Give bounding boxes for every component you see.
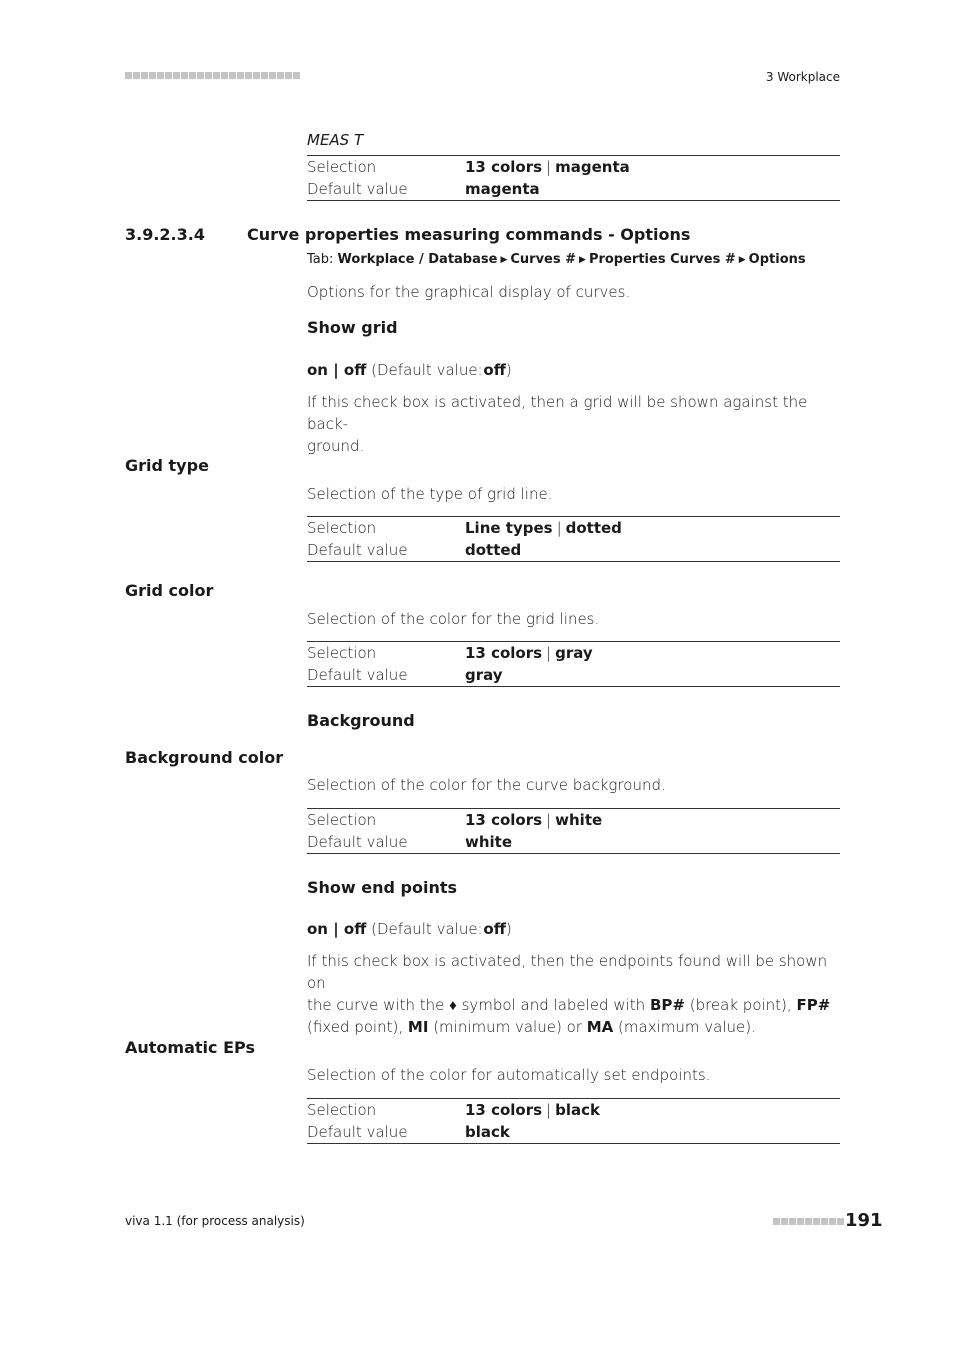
selection-option: black bbox=[555, 1101, 601, 1119]
grid-color-description: Selection of the color for the grid lines. bbox=[307, 610, 600, 628]
selection-set: 13 colors bbox=[465, 1101, 543, 1119]
default-key: Default value bbox=[307, 1123, 408, 1141]
selection-key: Selection bbox=[307, 1101, 377, 1119]
show-end-points-values bbox=[307, 918, 512, 940]
grid-color-param-table bbox=[307, 641, 840, 687]
desc-line: If this check box is activated, then the endpoints found will be shown on bbox=[307, 952, 828, 992]
show-grid-values bbox=[307, 359, 512, 381]
table-row bbox=[307, 1099, 840, 1122]
table-row bbox=[307, 156, 840, 179]
selection-set: 13 colors bbox=[465, 644, 543, 662]
default-value: dotted bbox=[465, 541, 522, 559]
mi-label: MI bbox=[407, 1018, 429, 1036]
selection-key: Selection bbox=[307, 519, 377, 537]
default-value: off bbox=[483, 920, 506, 938]
page-number: 191 bbox=[845, 1210, 883, 1231]
selection-value: 13 colors | magenta bbox=[465, 158, 630, 176]
arrow-right-icon: ▶ bbox=[579, 255, 586, 265]
ma-label: MA bbox=[586, 1018, 614, 1036]
table-row bbox=[307, 178, 840, 201]
desc-line bbox=[307, 1016, 847, 1038]
selection-set: 13 colors bbox=[465, 158, 543, 176]
show-end-points-description bbox=[307, 950, 847, 1038]
chapter-header: 3 Workplace bbox=[765, 70, 840, 84]
selection-option: magenta bbox=[555, 158, 630, 176]
meas-param-table bbox=[307, 155, 840, 201]
default-suffix: ) bbox=[505, 920, 512, 938]
default-prefix: (Default value: bbox=[371, 920, 483, 938]
diamond-icon: ♦ bbox=[449, 996, 457, 1014]
section-intro: Options for the graphical display of curves. bbox=[307, 283, 631, 301]
table-row bbox=[307, 809, 840, 832]
automatic-eps-param-table bbox=[307, 1098, 840, 1144]
tab-path-item: Properties Curves # bbox=[588, 252, 736, 267]
fp-label: FP# bbox=[796, 996, 831, 1014]
selection-value: 13 colors | gray bbox=[465, 644, 593, 662]
selection-option: dotted bbox=[565, 519, 622, 537]
footer-product: viva 1.1 (for process analysis) bbox=[125, 1214, 305, 1228]
desc-text: (maximum value). bbox=[618, 1018, 756, 1036]
grid-type-description: Selection of the type of grid line. bbox=[307, 485, 553, 503]
arrow-right-icon: ▶ bbox=[500, 255, 508, 265]
on-off-values: on | off bbox=[307, 361, 367, 379]
selection-option: white bbox=[555, 811, 603, 829]
bp-label: BP# bbox=[649, 996, 685, 1014]
background-heading: Background bbox=[307, 711, 415, 730]
table-row bbox=[307, 539, 840, 562]
desc-text: (break point), bbox=[689, 996, 792, 1014]
table-row bbox=[307, 664, 840, 687]
desc-text: (fixed point), bbox=[307, 1018, 404, 1036]
grid-color-heading: Grid color bbox=[125, 581, 214, 600]
default-key: Default value bbox=[307, 833, 408, 851]
selection-set: 13 colors bbox=[465, 811, 543, 829]
default-key: Default value bbox=[307, 666, 408, 684]
show-grid-heading: Show grid bbox=[307, 318, 398, 337]
desc-text: symbol and labeled with bbox=[461, 996, 646, 1014]
tab-path bbox=[307, 252, 806, 267]
selection-option: gray bbox=[555, 644, 593, 662]
show-grid-description bbox=[307, 391, 840, 457]
automatic-eps-description: Selection of the color for automatically set endpoints. bbox=[307, 1066, 711, 1084]
background-color-heading: Background color bbox=[125, 748, 284, 767]
tab-path-item: Workplace / Database bbox=[337, 252, 498, 267]
grid-type-param-table bbox=[307, 516, 840, 562]
desc-line: ground. bbox=[307, 437, 365, 455]
selection-key: Selection bbox=[307, 158, 377, 176]
tab-path-item: Curves # bbox=[510, 252, 577, 267]
selection-set: Line types bbox=[465, 519, 553, 537]
default-key: Default value bbox=[307, 180, 408, 198]
default-value: white bbox=[465, 833, 513, 851]
selection-key: Selection bbox=[307, 644, 377, 662]
desc-line: If this check box is activated, then a grid will be shown against the back- bbox=[307, 393, 808, 433]
selection-value: 13 colors | black bbox=[465, 1101, 601, 1119]
on-off-values: on | off bbox=[307, 920, 367, 938]
default-suffix: ) bbox=[505, 361, 512, 379]
default-value: black bbox=[465, 1123, 510, 1141]
default-value: gray bbox=[465, 666, 503, 684]
default-prefix: (Default value: bbox=[371, 361, 483, 379]
table-row bbox=[307, 1121, 840, 1144]
default-value: magenta bbox=[465, 180, 540, 198]
default-key: Default value bbox=[307, 541, 408, 559]
default-value: off bbox=[483, 361, 506, 379]
background-color-description: Selection of the color for the curve background. bbox=[307, 776, 666, 794]
table-row bbox=[307, 831, 840, 854]
grid-type-heading: Grid type bbox=[125, 456, 209, 475]
tab-prefix: Tab: bbox=[307, 252, 334, 267]
table-row bbox=[307, 517, 840, 540]
footer-decoration bbox=[773, 1218, 844, 1225]
desc-line bbox=[307, 994, 847, 1016]
automatic-eps-heading: Automatic EPs bbox=[125, 1038, 255, 1057]
selection-value: 13 colors | white bbox=[465, 811, 603, 829]
section-number: 3.9.2.3.4 bbox=[125, 225, 205, 244]
meas-label: MEAS T bbox=[307, 131, 364, 149]
background-color-param-table bbox=[307, 808, 840, 854]
selection-key: Selection bbox=[307, 811, 377, 829]
desc-text: the curve with the bbox=[307, 996, 445, 1014]
tab-path-item: Options bbox=[748, 252, 806, 267]
section-title: Curve properties measuring commands - Options bbox=[247, 225, 691, 244]
header-decoration bbox=[125, 72, 300, 79]
desc-text: (minimum value) or bbox=[433, 1018, 582, 1036]
table-row bbox=[307, 642, 840, 665]
selection-value: Line types | dotted bbox=[465, 519, 622, 537]
arrow-right-icon: ▶ bbox=[738, 255, 746, 265]
show-end-points-heading: Show end points bbox=[307, 878, 458, 897]
